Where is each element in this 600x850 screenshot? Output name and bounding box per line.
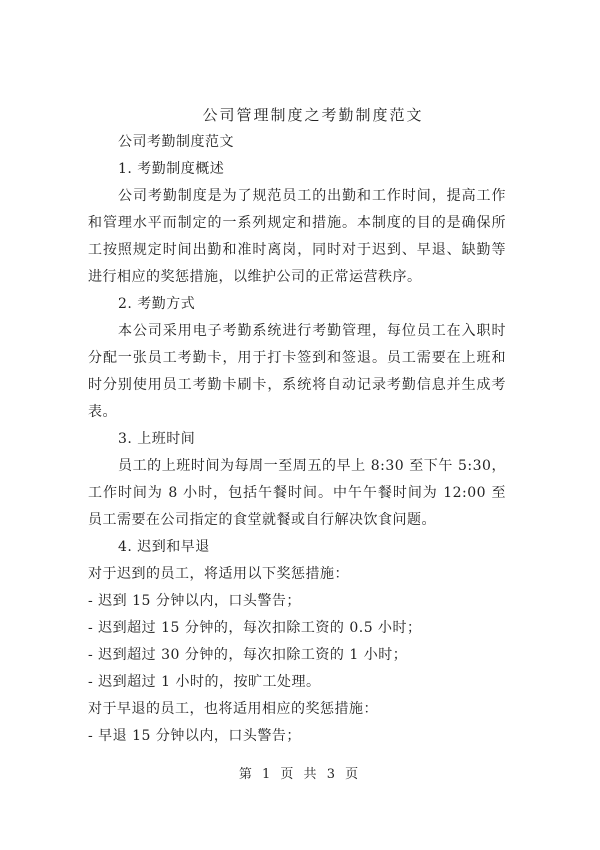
text-line: 工按照规定时间出勤和准时离岗，同时对于迟到、早退、缺勤等 (88, 242, 506, 258)
text-line: 1. 考勤制度概述 (118, 161, 225, 177)
text-line: 4. 迟到和早退 (118, 539, 210, 555)
text-line: 本公司采用电子考勤系统进行考勤管理，每位员工在入职时 (118, 323, 506, 339)
text-line: 员工的上班时间为每周一至周五的早上 8:30 至下午 5:30， (118, 458, 506, 474)
text-line: - 迟到 15 分钟以内，口头警告； (88, 593, 301, 609)
text-line: - 迟到超过 1 小时的，按旷工处理。 (88, 674, 321, 690)
text-line: 进行相应的奖惩措施，以维护公司的正常运营秩序。 (88, 269, 422, 285)
text-line: 对于迟到的员工，将适用以下奖惩措施： (88, 566, 349, 582)
text-line: 公司考勤制度范文 (118, 134, 234, 150)
text-line: 时分别使用员工考勤卡刷卡，系统将自动记录考勤信息并生成考 (88, 377, 506, 393)
text-line: - 早退 15 分钟以内，口头警告； (88, 728, 301, 744)
page-footer: 第 1 页 共 3 页 (238, 767, 362, 782)
text-line: - 迟到超过 15 分钟的，每次扣除工资的 0.5 小时； (88, 620, 422, 636)
text-line: - 迟到超过 30 分钟的，每次扣除工资的 1 小时； (88, 647, 408, 663)
text-line: 2. 考勤方式 (118, 296, 196, 312)
text-line: 对于早退的员工，也将适用相应的奖惩措施： (88, 701, 378, 717)
text-line: 公司考勤制度是为了规范员工的出勤和工作时间，提高工作 (118, 188, 506, 204)
document-title: 公司管理制度之考勤制度范文 (202, 106, 424, 124)
text-line: 3. 上班时间 (118, 431, 196, 447)
text-line: 和管理水平而制定的一系列规定和措施。本制度的目的是确保所 (88, 215, 506, 231)
text-line: 员工需要在公司指定的食堂就餐或自行解决饮食问题。 (88, 512, 436, 528)
text-line: 分配一张员工考勤卡，用于打卡签到和签退。员工需要在上班和 (88, 350, 506, 366)
text-line: 表。 (88, 404, 117, 420)
text-line: 工作时间为 8 小时，包括午餐时间。中午午餐时间为 12:00 至 (88, 485, 506, 501)
